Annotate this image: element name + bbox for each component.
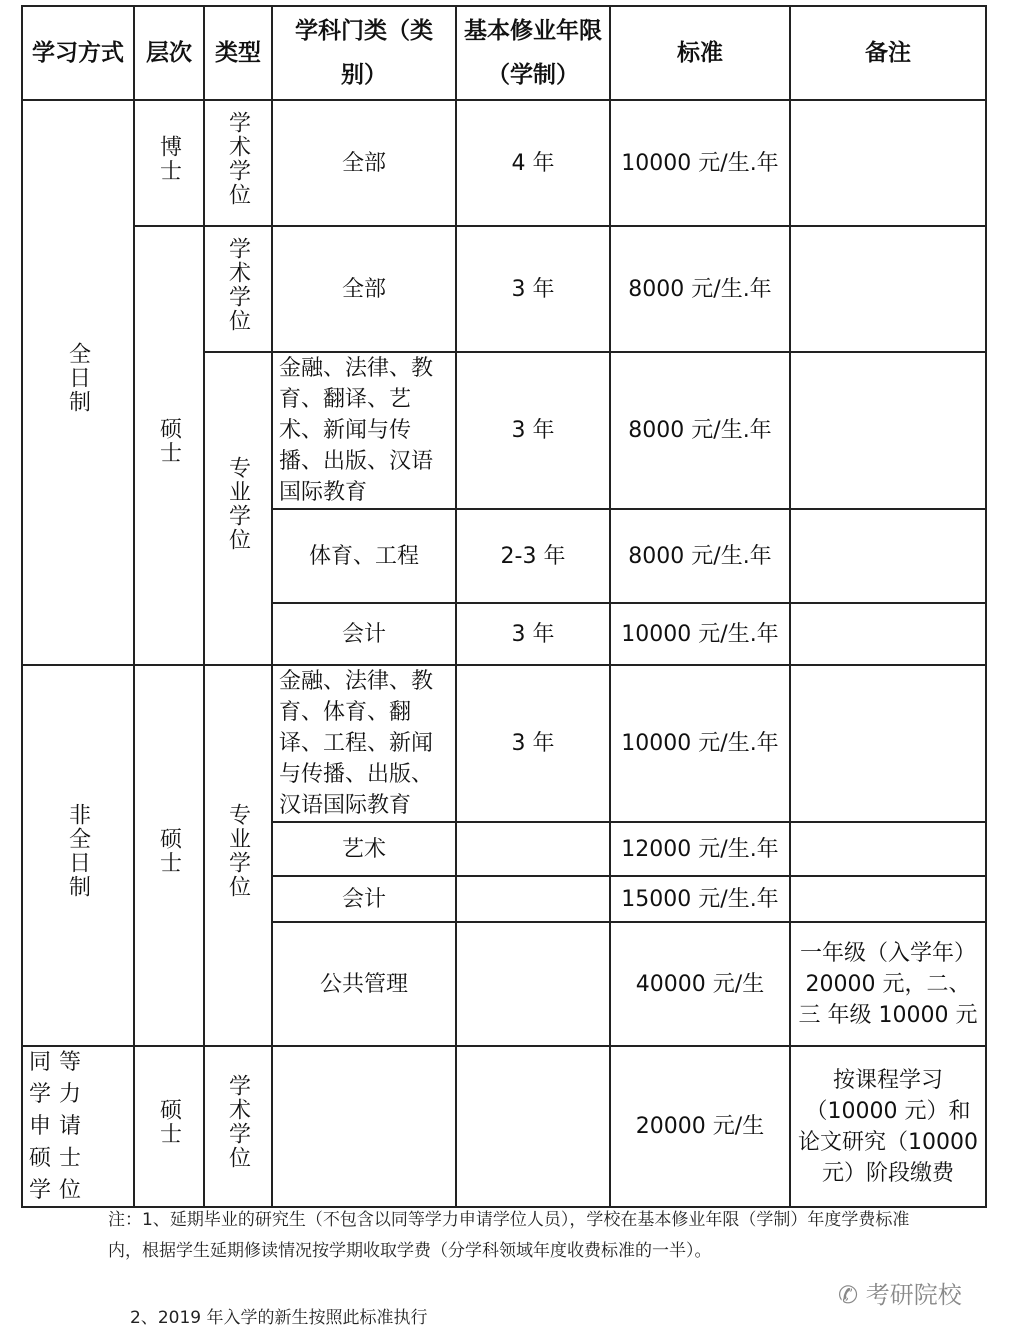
years-cell: 3 年 — [456, 352, 610, 509]
subject-cell: 全部 — [272, 226, 456, 352]
header-note: 备注 — [790, 6, 986, 100]
note-cell — [790, 226, 986, 352]
fee-cell: 12000 元/生.年 — [610, 822, 790, 876]
group-part-time: 非全日制 — [65, 803, 91, 899]
subject-cell: 公共管理 — [272, 922, 456, 1046]
years-cell — [456, 1046, 610, 1207]
level-master: 硕士 — [156, 827, 182, 875]
years-cell: 3 年 — [456, 226, 610, 352]
note-cell: 一年级（入学年）20000 元，二、三 年级 10000 元 — [790, 922, 986, 1046]
header-level: 层次 — [134, 6, 204, 100]
group-full-time: 全日制 — [65, 342, 91, 414]
note-cell: 按课程学习（10000 元）和论文研究（10000 元）阶段缴费 — [790, 1046, 986, 1207]
subject-cell: 金融、法律、教育、体育、翻译、工程、新闻与传播、出版、汉语国际教育 — [272, 665, 456, 822]
subject-cell — [272, 1046, 456, 1207]
note-cell — [790, 822, 986, 876]
header-study-mode: 学习方式 — [22, 6, 134, 100]
note-cell — [790, 352, 986, 509]
table-row — [22, 665, 986, 822]
header-type: 类型 — [204, 6, 272, 100]
header-years: 基本修业年限（学制） — [456, 6, 610, 100]
fee-cell: 15000 元/生.年 — [610, 876, 790, 922]
type-professional: 专业学位 — [225, 803, 251, 899]
years-cell — [456, 922, 610, 1046]
note-cell — [790, 603, 986, 665]
header-row — [22, 6, 986, 100]
type-academic: 学术学位 — [225, 236, 251, 333]
note-cell — [790, 876, 986, 922]
footnote-2: 2、2019 年入学的新生按照此标准执行 — [130, 1308, 428, 1328]
years-cell: 3 年 — [456, 665, 610, 822]
tuition-fee-table — [21, 5, 987, 1208]
level-phd: 博士 — [156, 134, 182, 183]
years-cell — [456, 876, 610, 922]
subject-cell: 金融、法律、教育、翻译、艺术、新闻与传播、出版、汉语国际教育 — [272, 352, 456, 509]
watermark — [838, 1275, 962, 1310]
wechat-icon: ✆ — [838, 1281, 866, 1309]
type-academic: 学术学位 — [225, 110, 251, 207]
note-cell — [790, 100, 986, 226]
table-row — [22, 1046, 986, 1207]
fee-cell: 40000 元/生 — [610, 922, 790, 1046]
note-cell — [790, 665, 986, 822]
fee-cell: 8000 元/生.年 — [610, 352, 790, 509]
table-row — [22, 226, 986, 352]
table-row — [22, 100, 986, 226]
years-cell — [456, 822, 610, 876]
subject-cell: 艺术 — [272, 822, 456, 876]
years-cell: 3 年 — [456, 603, 610, 665]
fee-cell: 8000 元/生.年 — [610, 226, 790, 352]
years-cell: 4 年 — [456, 100, 610, 226]
level-master: 硕士 — [156, 417, 182, 465]
fee-cell: 8000 元/生.年 — [610, 509, 790, 603]
subject-cell: 会计 — [272, 603, 456, 665]
fee-cell: 10000 元/生.年 — [610, 100, 790, 226]
group-equivalent: 同等学力申请硕士学位 — [29, 1050, 90, 1203]
watermark-text: 考研院校 — [865, 1281, 962, 1309]
type-academic: 学术学位 — [225, 1074, 251, 1171]
header-fee: 标准 — [610, 6, 790, 100]
subject-cell: 全部 — [272, 100, 456, 226]
header-subject: 学科门类（类别） — [272, 6, 456, 100]
subject-cell: 会计 — [272, 876, 456, 922]
subject-cell: 体育、工程 — [272, 509, 456, 603]
fee-cell: 10000 元/生.年 — [610, 665, 790, 822]
level-master: 硕士 — [156, 1098, 182, 1147]
fee-cell: 20000 元/生 — [610, 1046, 790, 1207]
fee-cell: 10000 元/生.年 — [610, 603, 790, 665]
type-professional: 专业学位 — [225, 456, 251, 552]
note-cell — [790, 509, 986, 603]
footnote-1: 注：1、延期毕业的研究生（不包含以同等学力申请学位人员），学校在基本修业年限（学制）年度学费标准内，根据学生延期修读情况按学期收取学费（分学科领域年度收费标准的一半）。 — [108, 1210, 910, 1261]
years-cell: 2-3 年 — [456, 509, 610, 603]
